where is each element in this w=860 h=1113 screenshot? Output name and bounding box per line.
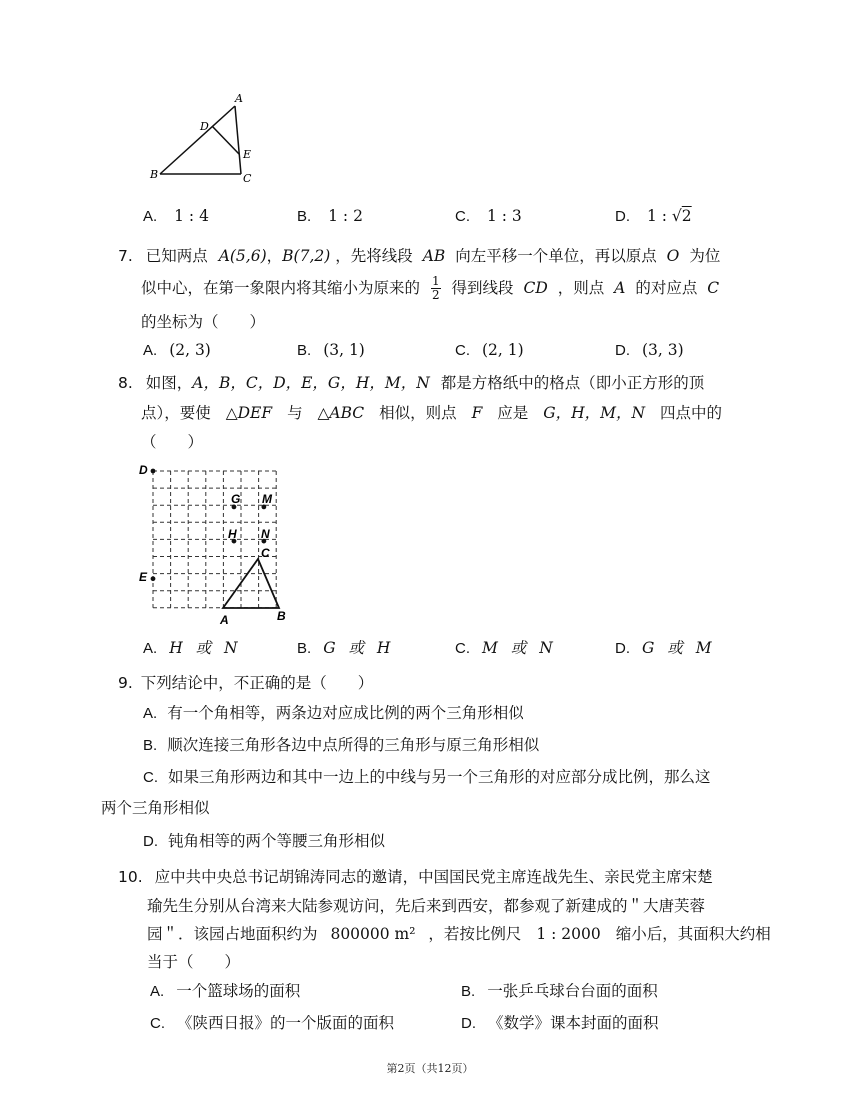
- q8-grid-figure: [136, 460, 296, 628]
- triangle-abc: [223, 559, 279, 608]
- grid-label-d: D: [139, 463, 148, 477]
- q6-option-d: D. 1 : √2: [615, 207, 692, 225]
- q10-option-d: D. 《数学》课本封面的面积: [461, 1014, 659, 1032]
- grid-label-c: C: [261, 546, 270, 560]
- sqrt-sign: √: [671, 207, 682, 225]
- page-footer: [0, 1060, 860, 1076]
- grid-label-a: A: [220, 613, 229, 627]
- q10-line-4: 当于（ ）: [147, 953, 241, 971]
- q8-line-3: （ ）: [141, 433, 204, 451]
- label-c: C: [243, 172, 252, 185]
- q6-option-b: B. 1 : 2: [297, 207, 363, 225]
- label-d: D: [200, 120, 209, 133]
- q9-option-c: C. 如果三角形两边和其中一边上的中线与另一个三角形的对应部分成比例，那么这: [143, 768, 711, 786]
- q8-option-a: A. H 或 N: [143, 639, 238, 657]
- q8-option-c: C. M 或 N: [455, 639, 553, 657]
- point-e: [151, 576, 156, 581]
- q10-option-b: B. 一张乒乓球台台面的面积: [461, 982, 658, 1000]
- point-d: [151, 469, 156, 474]
- label-b: B: [150, 168, 159, 181]
- grid-label-b: B: [277, 609, 286, 623]
- q10-option-a: A. 一个篮球场的面积: [150, 982, 301, 1000]
- q10-option-c: C. 《陕西日报》的一个版面的面积: [150, 1014, 395, 1032]
- q10-line-3: 园＂．该园占地面积约为 800000 m² ，若按比例尺 1 : 2000 缩小后，其面积大约相: [147, 925, 771, 943]
- label-e: E: [243, 148, 252, 161]
- grid-label-e: E: [139, 570, 148, 584]
- q7-line-3: 的坐标为（ ）: [141, 313, 266, 331]
- q7-line-1: 7. 已知两点 A(5,6)，B(7,2) ，先将线段 AB 向左平移一个单位，再以原点 O 为位: [118, 247, 721, 265]
- segment-ca: [235, 106, 241, 174]
- q8-line-2: 点），要使 △DEF 与 △ABC 相似，则点 F 应是 G，H，M，N 四点中的: [141, 404, 723, 422]
- grid-label-m: M: [262, 492, 272, 506]
- q9-option-d: D. 钝角相等的两个等腰三角形相似: [143, 832, 386, 850]
- q6-option-c: C. 1 : 3: [455, 207, 522, 225]
- q7-option-c: C. (2, 1): [455, 341, 524, 359]
- q8-option-b: B. G 或 H: [297, 639, 391, 657]
- grid-label-g: G: [231, 492, 241, 506]
- q8-option-d: D. G 或 M: [615, 639, 712, 657]
- q7-line-2: 似中心，在第一象限内将其缩小为原来的 $\frac{1}{2}$ 得到线段 CD ，则点 A 的对应点 C: [141, 274, 720, 302]
- q8-line-1: 8. 如图，A，B，C，D，E，G，H，M，N 都是方格纸中的格点（即小正方形的顶: [118, 374, 705, 392]
- page-number: 第2页（共12页）: [386, 1062, 474, 1075]
- q9-option-b: B. 顺次连接三角形各边中点所得的三角形与原三角形相似: [143, 736, 540, 754]
- grid-label-h: H: [228, 527, 237, 541]
- q10-line-2: 瑜先生分别从台湾来大陆参观访问，先后来到西安，都参观了新建成的＂大唐芙蓉: [147, 897, 706, 915]
- q9-option-a: A. 有一个角相等，两条边对应成比例的两个三角形相似: [143, 704, 524, 722]
- q7-option-b: B. (3, 1): [297, 341, 365, 359]
- q6-option-a: A. 1 : 4: [143, 207, 209, 225]
- q7-option-a: A. (2, 3): [143, 341, 211, 359]
- q7-option-d: D. (3, 3): [615, 341, 684, 359]
- q6-triangle-figure: [140, 88, 270, 188]
- segment-ab: [160, 106, 235, 174]
- grid-label-n: N: [261, 527, 270, 541]
- fraction-one-half: $\frac{1}{2}$: [431, 274, 440, 302]
- q10-line-1: 10. 应中共中央总书记胡锦涛同志的邀请，中国国民党主席连战先生、亲民党主席宋楚: [118, 868, 713, 886]
- q9-option-c-continued: 两个三角形相似: [101, 799, 210, 817]
- q9-stem: 9. 下列结论中，不正确的是（ ）: [118, 674, 374, 692]
- label-a: A: [235, 92, 243, 105]
- segment-de: [212, 126, 239, 154]
